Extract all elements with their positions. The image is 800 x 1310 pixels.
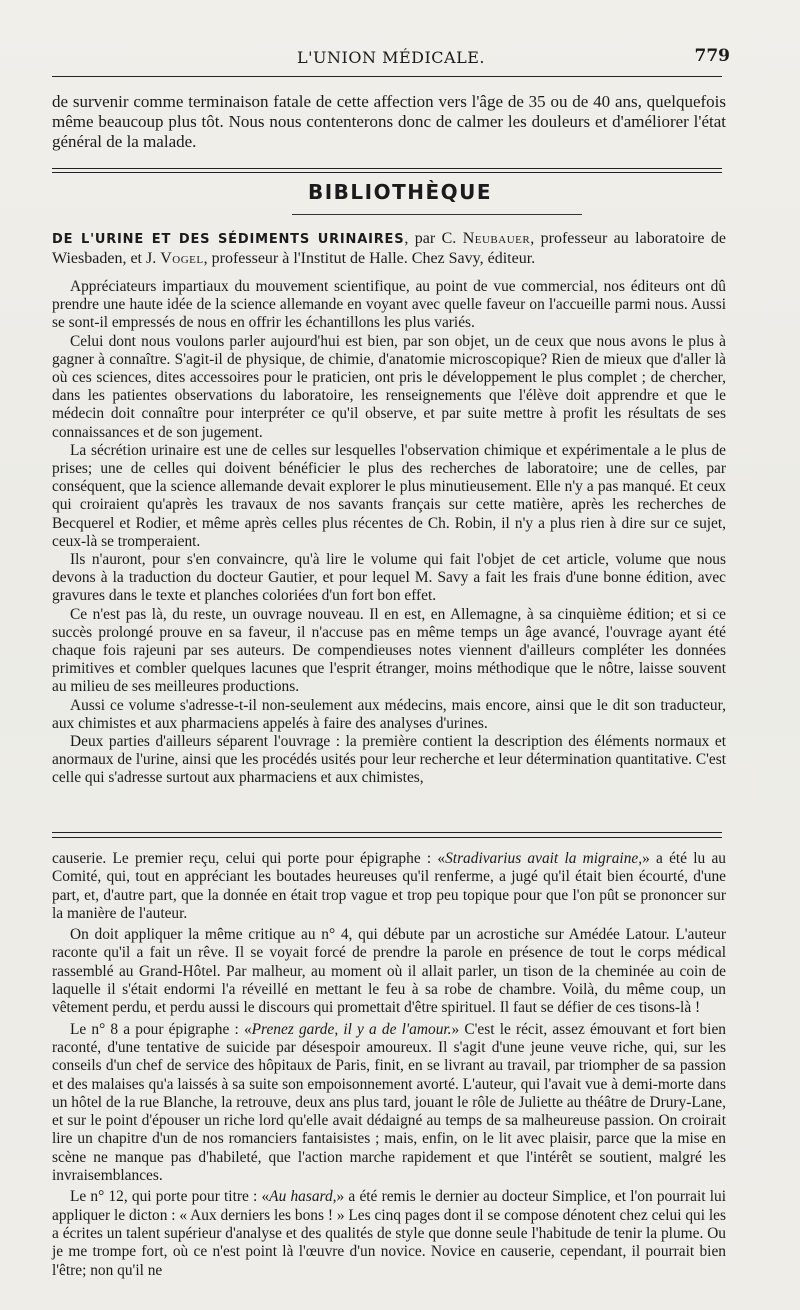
review-paragraph: Appréciateurs impartiaux du mouvement scientifique, au point de vue commercial, nos éditeurs ont dû prendre une haute idée de la science allemande en voyant avec quelle faveur on l'accueille parmi nous. Aussi se sont-il empressés de nous en offrir les échantillons les plus variés. (52, 278, 726, 332)
book-heading (52, 229, 726, 268)
text-run: causerie. Le premier reçu, celui qui porte pour épigraphe : « (52, 850, 446, 867)
book-title: DE L'URINE ET DES SÉDIMENTS URINAIRES (52, 232, 405, 247)
intro-paragraph (52, 92, 726, 152)
review-paragraph: Celui dont nous voulons parler aujourd'hui est bien, par son objet, un de ceux que nous avons le plus à gagner à connaître. S'agit-il de physique, de chimie, d'anatomie microscopique? Rien de mieux que d'aller là où ces sciences, dites accessoires pour le praticien, ont pris le développement le plus complet ; de chercher, dans les patientes observations du laboratoire, les renseignements que l'élève doit apprendre et que le médecin doit connaître pour interpréter ce qu'il observe, et par suite mettre à profit les résultats de ses connaissances et de son jugement. (52, 332, 726, 441)
review-paragraph: Deux parties d'ailleurs séparent l'ouvrage : la première contient la description des éléments normaux et anormaux de l'urine, ainsi que les procédés usités pour leur recherche et leur détermination quantitative. C'est celle qui s'adresse surtout aux pharmaciens et aux chimistes, (52, 733, 726, 787)
feuilleton-paragraph (52, 1021, 726, 1186)
running-head: L'UNION MÉDICALE. (297, 48, 485, 67)
section-title: BIBLIOTHÈQUE (307, 180, 493, 204)
page-header (52, 44, 730, 74)
epigraph-stradivarius: Stradivarius avait la migraine, (445, 850, 643, 867)
review-body (52, 278, 726, 788)
text-run: Le n° 8 a pour épigraphe : « (70, 1020, 252, 1038)
text-run: » a été remis le dernier au docteur Simplice, et l'on pourrait lui appliquer le dicton : « Aux derniers les bons ! » Les cinq pages dont il se compose dénotent chez celui qui les a écrites un talent supérieur d'analyse et des qualités de style que donne seule l'habitude de tenir la plume. Ou je me trompe fort, où ce n'est point là l'œuvre d'un novice. Novice en causerie, cependant, il pourrait bien l'être; non qu'il ne (52, 1188, 726, 1279)
header-rule (52, 76, 722, 77)
author-neubauer: Neubauer (462, 230, 531, 247)
author2-role: , professeur à l'Institut de Halle. Chez Savy, éditeur. (203, 250, 536, 267)
intro-text: de survenir comme terminaison fatale de cette affection vers l'âge de 35 ou de 40 ans, quelquefois même beaucoup plus tôt. Nous nous contenterons donc de calmer les douleurs et d'améliorer l'état général de la malade. (52, 92, 726, 151)
feuilleton-body (52, 850, 726, 1283)
epigraph-amour: Prenez garde, il y a de l'amour. (251, 1020, 452, 1038)
author-vogel: Vogel (160, 250, 204, 267)
title-au-hasard: Au hasard, (269, 1188, 337, 1206)
text-run: » C'est le récit, assez émouvant et fort bien raconté, d'une tentative de suicide par désespoir amoureux. Il s'agit d'une jeune veuve riche, qui, sur les conseils d'un chef de service des hôpitaux de Paris, finit, en se livrant au travail, par triompher de sa passion et des malaises qu'a laissés à sa suite son empoisonnement avorté. L'auteur, qui l'avait vue à demi-morte dans un hôtel de la rue Blanche, la retrouve, deux ans plus tard, jouant le rôle de Juliette au théâtre de Drury-Lane, et sur le point d'épouser un riche lord qu'elle avait dédaigné au temps de sa malheureuse passion. On croirait lire un chapitre d'un de nos romanciers fantaisistes ; mais, enfin, on le lit avec plaisir, parce que la mise en scène ne manque pas d'habileté, que l'action marche rapidement et que l'intérêt se soutient, malgré les invraisemblances. (52, 1020, 726, 1185)
page-number: 779 (694, 46, 730, 66)
book-by: , par C. (404, 230, 463, 247)
section-rule (52, 168, 722, 173)
review-paragraph: Aussi ce volume s'adresse-t-il non-seulement aux médecins, mais encore, ainsi que le dit son traducteur, aux chimistes et aux pharmaciens appelés à faire des analyses d'urines. (52, 696, 726, 732)
author1-role: , professeur au laboratoire de Wiesbaden, et J. (52, 230, 726, 267)
title-underline (292, 214, 582, 215)
feuilleton-paragraph (52, 850, 726, 923)
review-paragraph: Ils n'auront, pour s'en convaincre, qu'à lire le volume qui fait l'objet de cet article, volume que nous devons à la traduction du docteur Gautier, et pour lequel M. Savy a fait les frais d'une bonne édition, avec gravures dans le texte et planches coloriées d'un fort bon effet. (52, 551, 726, 605)
feuilleton-paragraph (52, 1188, 726, 1279)
review-paragraph: Ce n'est pas là, du reste, un ouvrage nouveau. Il en est, en Allemagne, à sa cinquième édition; et si ce succès prolongé prouve en sa faveur, il n'accuse pas en même temps un âge avancé, l'ouvrage ayant été chaque fois rajeuni par ses auteurs. De compendieuses notes viennent d'ailleurs compléter les données primitives et combler quelques lacunes que l'esprit étranger, moins méthodique que le nôtre, laisse souvent au milieu de ses meilleures productions. (52, 605, 726, 696)
review-paragraph: La sécrétion urinaire est une de celles sur lesquelles l'observation chimique et expérimentale a le plus de prises; une de celles qui doivent bénéficier le plus des recherches de laboratoire; une de celles, par conséquent, que la science allemande devait explorer le plus minutieusement. Elle n'y a pas manqué. Et ceux qui croiraient qu'après les travaux de nos savants français sur cette matière, après les recherches de Becquerel et Rodier, et même après celles plus récentes de Ch. Robin, il n'y a plus rien à dire sur ce sujet, ceux-là se tromperaient. (52, 441, 726, 550)
text-run: Le n° 12, qui porte pour titre : « (70, 1188, 270, 1206)
text-run: » a été lu au Comité, qui, tout en appréciant les boutades heureuses qu'il renferme, a jugé qu'il était bien écourté, d'une part, et, d'autre part, que la donnée en était trop vague et trop peu topique pour que l'on pût se prononcer sur la manière de l'auteur. (52, 850, 726, 922)
feuilleton-paragraph: On doit appliquer la même critique au n° 4, qui débute par un acrostiche sur Amédée Latour. L'auteur raconte qu'il a fait un rêve. Il se voyait forcé de prendre la parole en présence de tout le corps médical rassemblé au Grand-Hôtel. Par malheur, au moment où il allait parler, un tison de la cheminée au coin de laquelle il s'était endormi l'a réveillé en mettant le feu à sa robe de chambre. Voilà, du même coup, un vêtement perdu, et perdu aussi le discours qui promettait d'être spirituel. Il faut se défier de ces tisons-là ! (52, 926, 726, 1017)
feuilleton-rule (52, 832, 722, 838)
